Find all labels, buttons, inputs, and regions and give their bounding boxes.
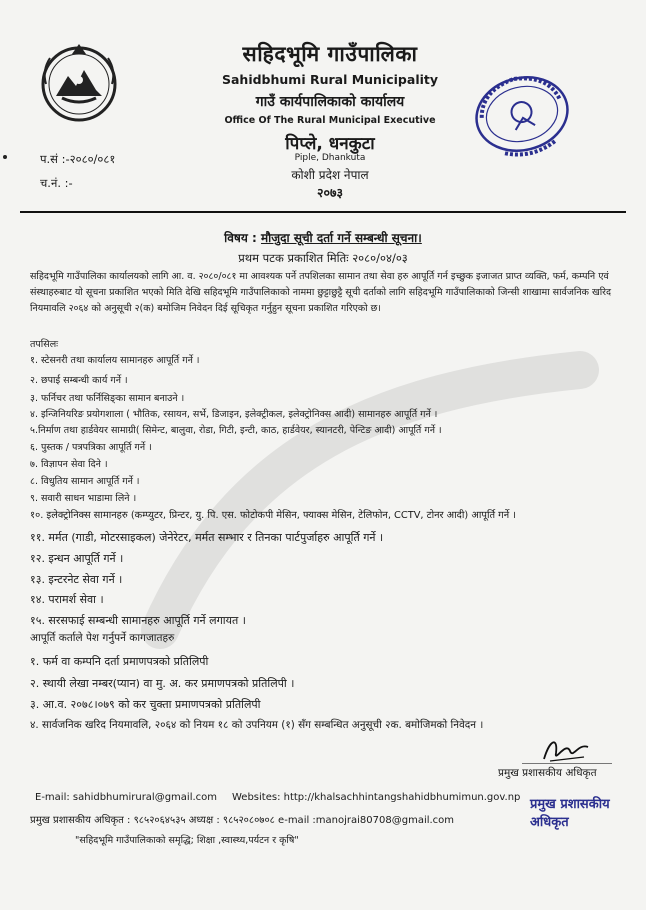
office-title: गाउँ कार्यपालिकाको कार्यालय bbox=[255, 94, 405, 110]
list-item: १०. इलेक्ट्रोनिक्स सामानहरु (कम्प्युटर, प्रिन्टर, यु. पि. एस. फोटोकपी मेसिन, फ्याक्स मेसिन, टेलिफोन, CCTV, टोनर आदी) आपूर्ति गर्ने । bbox=[30, 510, 516, 521]
officer-stamp: प्रमुख प्रशासकीय अधिकृत bbox=[530, 797, 610, 830]
list-item: १५. सरसफाई सम्बन्धी सामानहरु आपूर्ति गर्ने लगायत । bbox=[30, 614, 246, 627]
notice-paragraph: सहिदभूमि गाउँपालिका कार्यालयको लागि आ. व. २०८०/०८१ मा आवश्यक पर्ने तपशिलका सामान तथा सेवा हरु आपूर्ति गर्न इच्छुक इजाजत प्राप्त व्यक्ति, फर्म, कम्पनि एवं संस्थाहरुबाट यो सूचना प्रकाशित भएको मिति देखि सहिदभूमि गाउँपालिकाको नाममा छुट्टाछुट्टै सूची दर्ताको लागि सहिदभूमि गाउँपालिकाको जिन्सी शाखामा सार्वजनिक खरिद नियमावलि २०६४ को अनुसूची २(क) बमोजिम निवेदन दिई सूचिकृत गर्नुहुन सूचना प्रकाशित गरिएको छ। bbox=[30, 271, 612, 314]
documents-label: आपूर्ति कर्ताले पेश गर्नुपर्ने कागजातहरु bbox=[30, 632, 175, 644]
signature-icon bbox=[540, 733, 592, 767]
nepal-emblem-icon bbox=[38, 40, 120, 122]
subject-text: मौजुदा सूची दर्ता गर्ने सम्बन्धी सूचना। bbox=[260, 231, 422, 245]
signatory-title: प्रमुख प्रशासकीय अधिकृत bbox=[498, 767, 597, 779]
signature-line bbox=[522, 763, 612, 764]
footer-email[interactable]: E-mail: sahidbhumirural@gmail.com bbox=[35, 792, 218, 803]
footer-website[interactable]: Websites: http://khalsachhintangshahidbhumimun.gov.np bbox=[232, 792, 521, 803]
list-item: १. स्टेसनरी तथा कार्यालय सामानहरु आपूर्ति गर्ने । bbox=[30, 355, 200, 366]
office-location-english: Piple, Dhankuta bbox=[294, 153, 366, 163]
list-item: १४. परामर्श सेवा । bbox=[30, 593, 104, 606]
municipality-title: सहिदभूमि गाउँपालिका bbox=[242, 42, 418, 66]
list-item: १२. इन्धन आपूर्ति गर्ने । bbox=[30, 552, 124, 565]
office-title-english: Office Of The Rural Municipal Executive bbox=[224, 115, 436, 126]
list-item: ७. विज्ञापन सेवा दिने । bbox=[30, 459, 108, 470]
document-item: ४. सार्वजनिक खरिद नियमावलि, २०६४ को नियम १८ को उपनियम (१) सँग सम्बन्धित अनुसूची २क. बमोजिमको निवेदन । bbox=[30, 719, 484, 731]
province-name: कोशी प्रदेश नेपाल bbox=[291, 168, 369, 182]
office-seal-icon bbox=[468, 68, 576, 160]
margin-mark bbox=[3, 155, 7, 159]
footer-contact: प्रमुख प्रशासकीय अधिकृत : ९८५२०६४५३५ अध्यक्ष : ९८५२०८०७०८ e-mail :manojrai80708@gmail.com bbox=[30, 815, 455, 826]
list-item: ६. पुस्तक / पत्रपत्रिका आपूर्ति गर्ने । bbox=[30, 442, 152, 453]
document-item: ३. आ.व. २०७८।०७९ को कर चुक्ता प्रमाणपत्रको प्रतिलिपी bbox=[30, 698, 261, 711]
municipality-title-english: Sahidbhumi Rural Municipality bbox=[221, 72, 439, 87]
document-item: १. फर्म वा कम्पनि दर्ता प्रमाणपत्रको प्रतिलिपी bbox=[30, 655, 209, 668]
list-item: ९. सवारी साधन भाडामा लिने । bbox=[30, 493, 137, 504]
subject-prefix: विषय : bbox=[224, 231, 257, 245]
list-item: १३. इन्टरनेट सेवा गर्ने । bbox=[30, 573, 123, 586]
document-item: २. स्थायी लेखा नम्बर(प्यान) वा मु. अ. कर प्रमाणपत्रको प्रतिलिपी । bbox=[30, 677, 295, 690]
items-label: तपसिलः bbox=[30, 339, 59, 350]
letter-number: प.सं :-२०८०/०८१ bbox=[40, 152, 116, 166]
list-item: २. छपाई सम्बन्धी कार्य गर्ने । bbox=[30, 375, 128, 386]
office-location: पिप्ले, धनकुटा bbox=[285, 134, 375, 154]
list-item: ५.निर्माण तथा हार्डवेयर सामाग्री( सिमेन्ट, बालुवा, रोडा, गिटी, इन्टी, काठ, हार्डवेयर, स्यानटरी, पेन्टिङ आदी) आपूर्ति गर्ने । bbox=[30, 425, 442, 436]
footer-slogan: "सहिदभूमि गाउँपालिकाको समृद्धि; शिक्षा ,स्वास्थ्य,पर्यटन र कृषि" bbox=[75, 835, 299, 846]
list-item: ३. फर्निचर तथा फर्निसिङ्‌का सामान बनाउने । bbox=[30, 393, 185, 404]
list-item: ८. विधुतिय सामान आपूर्ति गर्ने । bbox=[30, 476, 140, 487]
dispatch-number: च.नं. :- bbox=[40, 176, 73, 190]
list-item: ११. मर्मत (गाडी, मोटरसाइकल) जेनेरेटर, मर्मत सम्भार र तिनका पार्टपुर्जाहरु आपूर्ति गर्ने । bbox=[30, 531, 384, 544]
header-divider bbox=[20, 211, 626, 213]
notice-subject bbox=[0, 229, 646, 246]
established-year: २०७३ bbox=[316, 185, 343, 200]
list-item: ४. इन्जिनियरिङ प्रयोगशाला ( भौतिक, रसायन, सर्भे, डिजाइन, इलेक्ट्रीकल, इलेक्ट्रोनिक्स आदी) सामानहरु आपूर्ति गर्ने । bbox=[30, 409, 438, 420]
publish-date: प्रथम पटक प्रकाशित मितिः २०८०/०४/०३ bbox=[238, 251, 408, 265]
